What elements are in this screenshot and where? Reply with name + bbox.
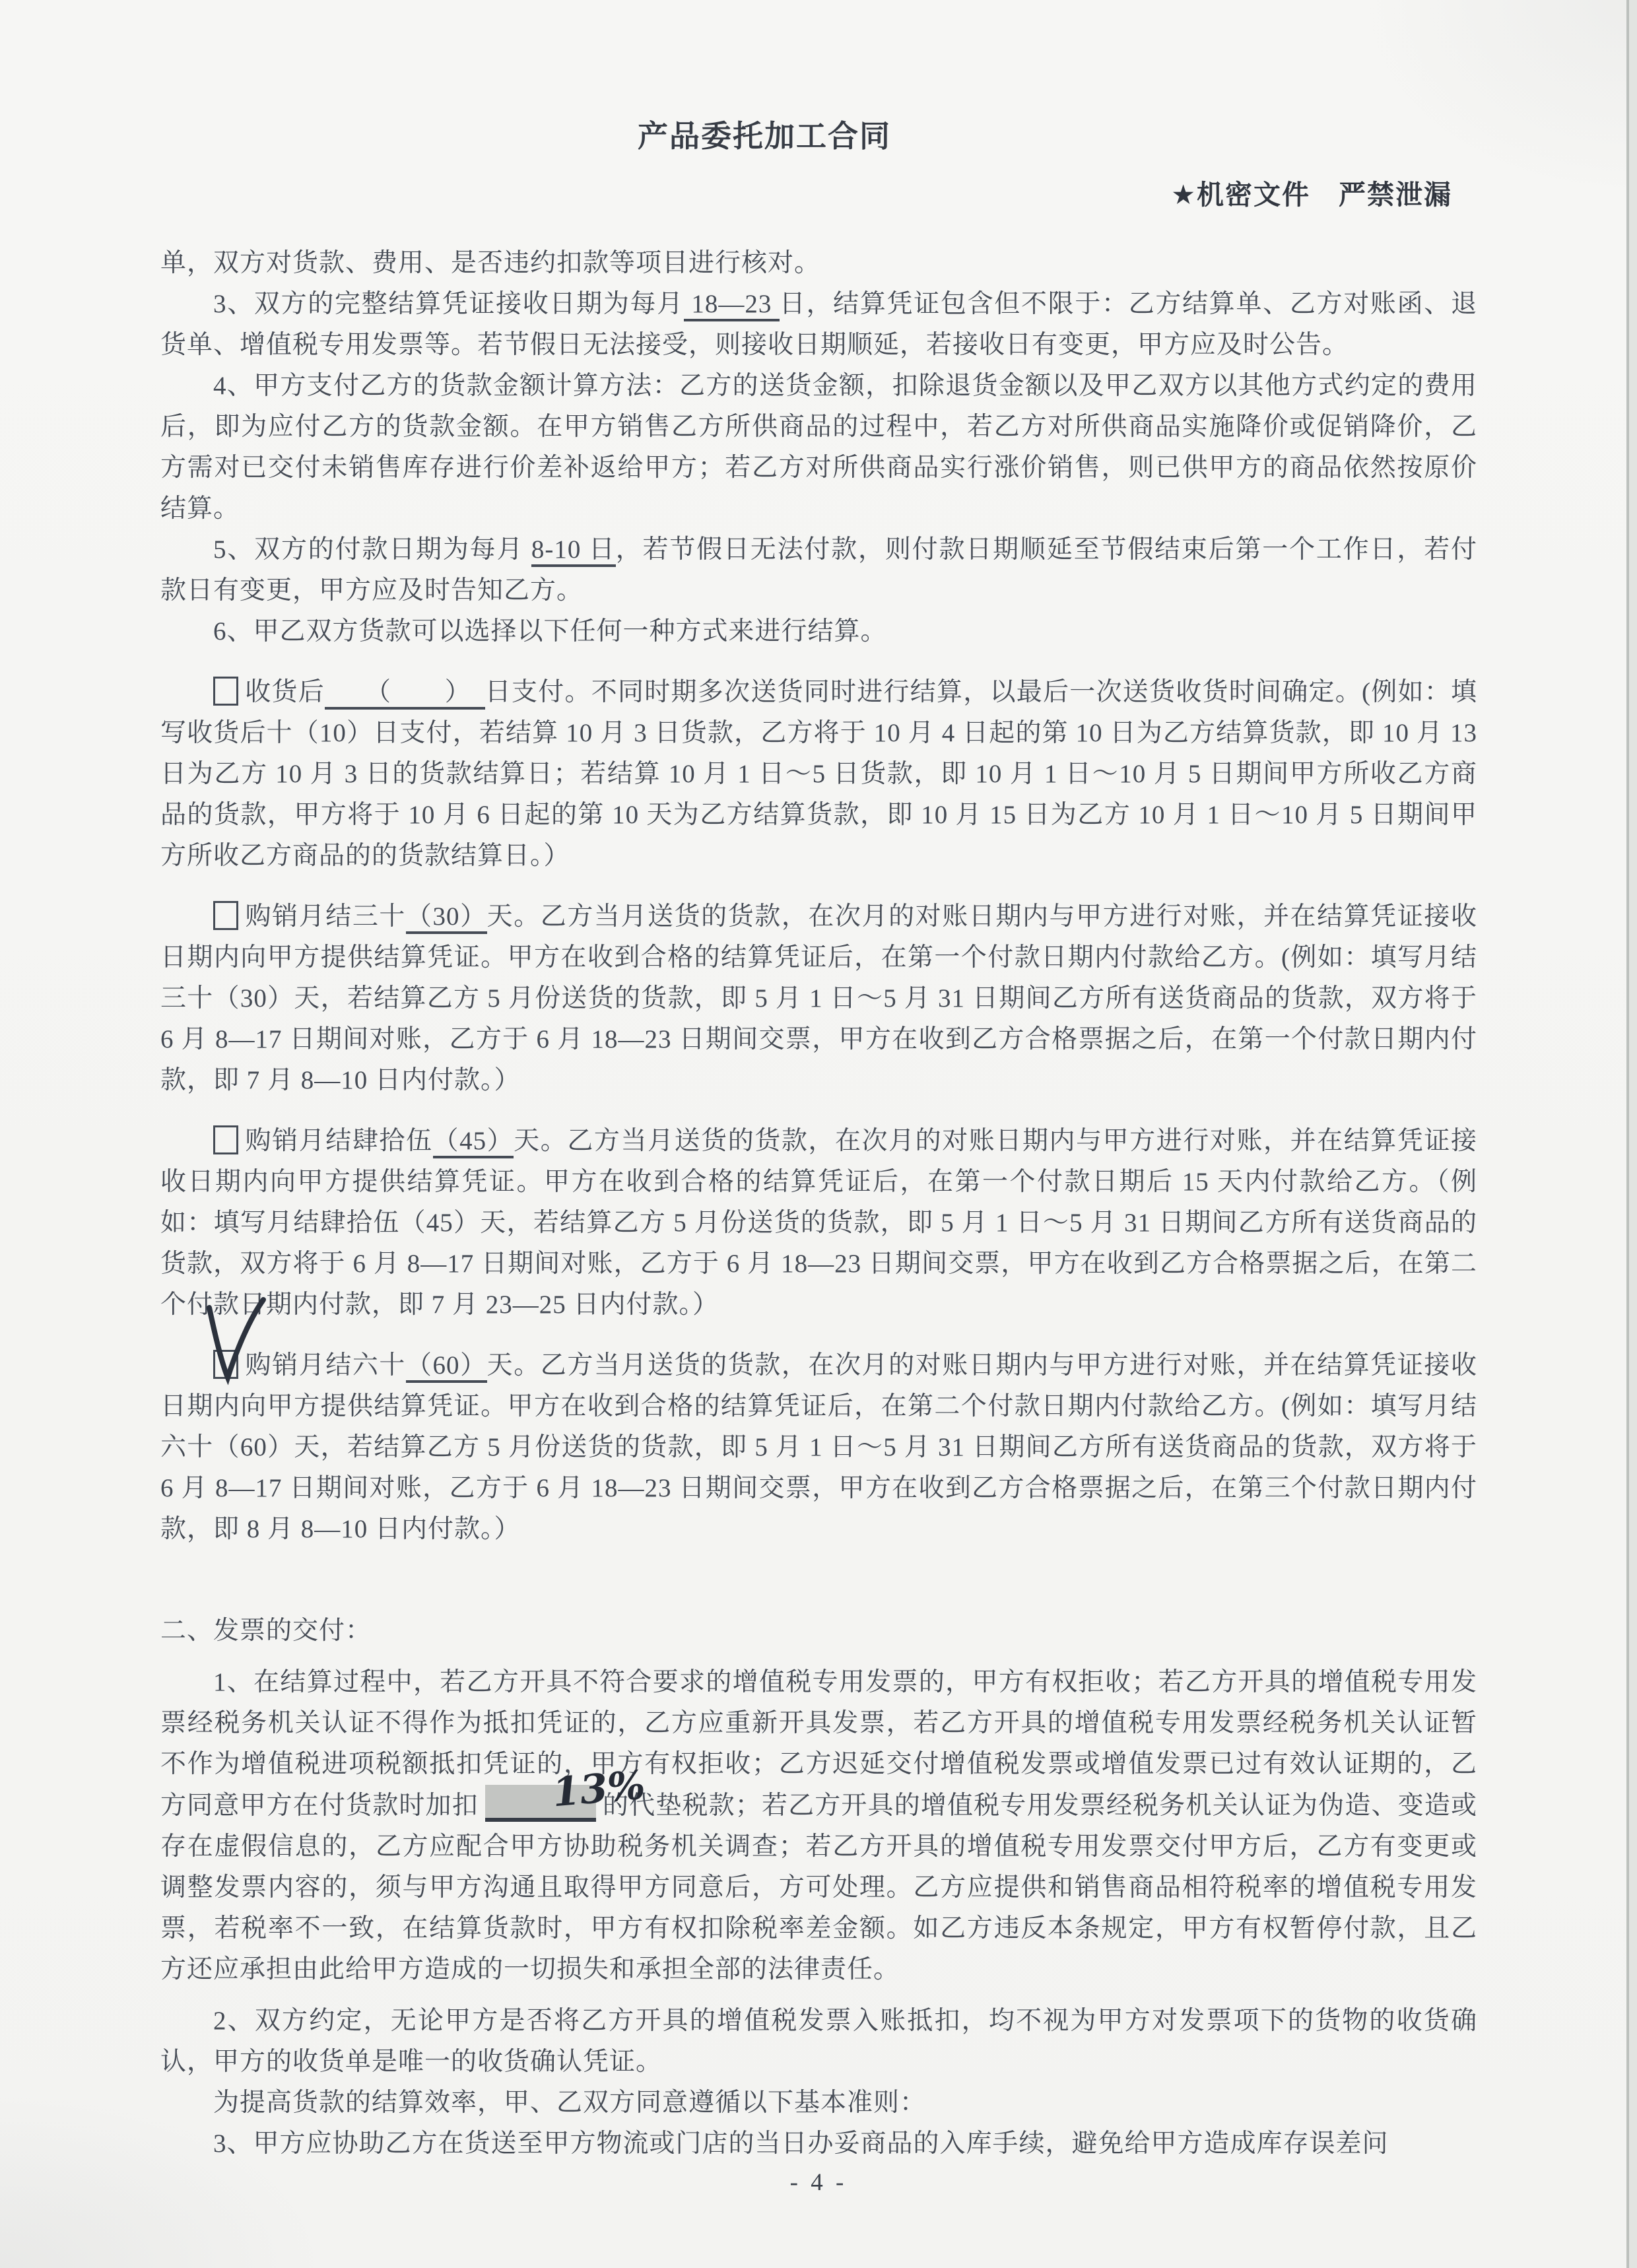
text-run: 购销月结肆拾伍 (245, 1127, 433, 1155)
option-monthly-30 (160, 896, 1477, 1101)
underlined-fill-in: 8-10 日 (531, 535, 616, 567)
scanner-edge-band (1628, 0, 1637, 2268)
text-run: 5、双方的付款日期为每月 (213, 535, 531, 564)
text-run: 单，双方对货款、费用、是否违约扣款等项目进行核对。 (160, 249, 821, 277)
underlined-fill-in: （30） (406, 902, 487, 934)
text-run: 收货后 (245, 678, 325, 706)
option-monthly-45 (160, 1121, 1477, 1325)
checkbox-checked[interactable] (213, 1350, 238, 1379)
checkbox-box-icon (213, 677, 238, 706)
clause-5-payment-date (160, 529, 1477, 611)
underlined-fill-in: （60） (406, 1351, 487, 1383)
underlined-fill-in: （ ） (325, 678, 485, 710)
text-run: 天。乙方当月送货的货款，在次月的对账日期内与甲方进行对账，并在结算凭证接收日期内向甲方提供结算凭证。甲方在收到合格的结算凭证后，在第一个付款日期后 15 天内付款给乙方。（例如：填写月结肆拾伍（45）天，若结算乙方 5 月份送货的货款，即 5 月 1 日～5 月 31 日期间乙方所有送货商品的货款，双方将于 6 月 8—17 日期间对账，乙方于 6 月 18—23 日期间交票，甲方在收到乙方合格票据之后，在第二个付款日期内付款，即 7 月 23—25 日内付款。） (160, 1127, 1477, 1319)
efficiency-principles-note (160, 2083, 1477, 2123)
text-run: 3、双方的完整结算凭证接收日期为每月 (213, 290, 684, 318)
text-run: 日支付。不同时期多次送货同时进行结算，以最后一次送货收货时间确定。(例如：填写收货后十（10）日支付，若结算 10 月 3 日货款，乙方将于 10 月 4 日起的第 10 日为乙方结算货款，即 10 月 13 日为乙方 10 月 3 日的货款结算日；若结算 10 月 1 日～5 日货款，即 10 月 1 日～10 月 5 日期间甲方所收乙方商品的货款，甲方将于 10 月 6 日起的第 10 天为乙方结算货款，即 10 月 15 日为乙方 10 月 1 日～10 月 5 日期间甲方所收乙方商品的的货款结算日。） (160, 678, 1477, 870)
text-run: 购销月结六十 (245, 1351, 406, 1380)
text-run: 购销月结三十 (245, 902, 406, 931)
option-monthly-60 (160, 1345, 1477, 1550)
invoice-clause-2 (160, 2001, 1477, 2083)
page-title: 产品委托加工合同 (638, 119, 891, 153)
section-2-heading (160, 1611, 1477, 1651)
page-number: - 4 - (789, 2169, 848, 2196)
checkbox-box-icon (213, 1125, 238, 1154)
clause-4-payment-calculation (160, 366, 1477, 529)
option-pay-after-receipt (160, 672, 1477, 877)
text-run: 天。乙方当月送货的货款，在次月的对账日期内与甲方进行对账，并在结算凭证接收日期内向甲方提供结算凭证。甲方在收到合格的结算凭证后，在第二个付款日期内付款给乙方。(例如：填写月结六十（60）天，若结算乙方 5 月份送货的货款，即 5 月 1 日～5 月 31 日期间乙方所有送货商品的货款，双方将于 6 月 8—17 日期间对账，乙方于 6 月 18—23 日期间交票，甲方在收到乙方合格票据之后，在第三个付款日期内付款，即 8 月 8—10 日内付款。） (160, 1351, 1477, 1543)
text-run: ，若节假日无法付款，则付款日期顺延至节假结束后第一个工作日，若付款日有变更，甲方应及时告知乙方。 (160, 535, 1477, 605)
text-run: 6、甲乙双方货款可以选择以下任何一种方式来进行结算。 (213, 617, 887, 646)
checkbox-unchecked[interactable] (213, 677, 238, 706)
text-run: 日，结算凭证包含但不限于：乙方结算单、乙方对账函、退货单、增值税专用发票等。若节假日无法接受，则接收日期顺延，若接收日有变更，甲方应及时公告。 (160, 290, 1477, 359)
text-run: 天。乙方当月送货的货款，在次月的对账日期内与甲方进行对账，并在结算凭证接收日期内向甲方提供结算凭证。甲方在收到合格的结算凭证后，在第一个付款日期内付款给乙方。(例如：填写月结三十（30）天，若结算乙方 5 月份送货的货款，即 5 月 1 日～5 月 31 日期间乙方所有送货商品的货款，双方将于 6 月 8—17 日期间对账，乙方于 6 月 18—23 日期间交票，甲方在收到乙方合格票据之后，在第一个付款日期内付款，即 7 月 8—10 日内付款。） (160, 902, 1477, 1094)
text-run: 4、甲方支付乙方的货款金额计算方法：乙方的送货金额，扣除退货金额以及甲乙双方以其他方式约定的费用后，即为应付乙方的货款金额。在甲方销售乙方所供商品的过程中，若乙方对所供商品实施降价或促销降价，乙方需对已交付未销售库存进行价差补返给甲方；若乙方对所供商品实行涨价销售，则已供甲方的商品依然按原价结算。 (160, 372, 1477, 523)
invoice-clause-3 (160, 2123, 1477, 2164)
handwritten-tax-rate-blank (485, 1762, 648, 1822)
clause-6-settlement-options (160, 611, 1477, 652)
text-run: 3、甲方应协助乙方在货送至甲方物流或门店的当日办妥商品的入库手续，避免给甲方造成库存误差问 (213, 2129, 1389, 2158)
checkbox-box-icon (213, 901, 238, 930)
scanner-edge-line (1626, 0, 1629, 2268)
text-run: 为提高货款的结算效率，甲、乙双方同意遵循以下基本准则： (213, 2088, 927, 2117)
handwritten-checkmark-icon (204, 1296, 267, 1388)
text-run: 1、在结算过程中，若乙方开具不符合要求的增值税专用发票的，甲方有权拒收；若乙方开具的增值税专用发票经税务机关认证不得作为抵扣凭证的，乙方应重新开具发票，若乙方开具的增值税专用发票经税务机关认证暂不作为增值税进项税额抵扣凭证的，甲方有权拒收；乙方迟延交付增值税发票或增值发票已过有效认证期的，乙方同意甲方在付货款时加扣 (160, 1668, 1477, 1820)
text-run: 二、发票的交付： (160, 1617, 372, 1645)
underlined-fill-in: 18—23 (684, 290, 780, 321)
underlined-fill-in: （45） (433, 1127, 514, 1158)
text-run: 的代垫税款；若乙方开具的增值税专用发票经税务机关认证为伪造、变造或存在虚假信息的，乙方应配合甲方协助税务机关调查；若乙方开具的增值税专用发票交付甲方后，乙方有变更或调整发票内容的，须与甲方沟通且取得甲方同意后，方可处理。乙方应提供和销售商品相符税率的增值税专用发票，若税率不一致，在结算货款时，甲方有权扣除税率差金额。如乙方违反本条规定，甲方有权暂停付款，且乙方还应承担由此给甲方造成的一切损失和承担全部的法律责任。 (160, 1791, 1477, 1984)
confidential-stamp: ★机密文件 严禁泄漏 (1171, 180, 1452, 210)
handwritten-tax-rate-value: 13% (550, 1762, 648, 1817)
invoice-clause-1 (160, 1662, 1477, 1990)
document-body (160, 243, 1477, 2164)
checkbox-unchecked[interactable] (213, 901, 238, 930)
line-carryover (160, 243, 1477, 284)
clause-3-settlement-voucher (160, 284, 1477, 366)
text-run: 2、双方约定，无论甲方是否将乙方开具的增值税发票入账抵扣，均不视为甲方对发票项下的货物的收货确认，甲方的收货单是唯一的收货确认凭证。 (160, 2007, 1477, 2076)
checkbox-unchecked[interactable] (213, 1125, 238, 1154)
